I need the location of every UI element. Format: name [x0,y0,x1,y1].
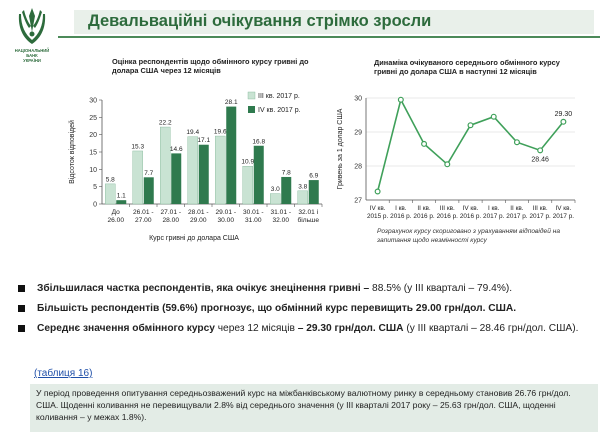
bar-chart-title: Оцінка респондентів щодо обмінного курсу гривні до долара США через 12 місяців [112,57,309,75]
line-point [422,142,427,147]
bar-q4 [226,107,236,204]
footnote-box: У період проведення опитування середньозважений курс на міжбанківському валютному ринку в середньому становив 26.76 грн/дол. США. Щоденні коливання не перевищували 2.8% від середнього значення (у III кварталі 2017 року – 25.63 грн/дол. США, щоденні коливання – у межах 1.8%). [30,384,598,432]
line-point [445,162,450,167]
bar-q4 [309,180,319,204]
line-x-tick-label: IV кв. [555,205,572,212]
line-x-tick-label: I кв. [487,205,500,212]
bar-x-tick-label: 31.01 - [270,209,292,216]
legend-label: IV кв. 2017 р. [258,107,301,114]
bullet-item: Середнє значення обмінного курсу через 12 місяців – 29.30 грн/дол. США (у III кварталі – 28.46 грн/дол. США). [16,322,592,335]
line-point [561,119,566,124]
bar-x-tick-label: 28.00 [162,217,180,224]
line-point [491,114,496,119]
bar-data-label: 1.1 [116,192,126,200]
line-chart [330,88,580,228]
bar-x-tick-label: 30.01 - [242,209,264,216]
bar-data-label: 7.8 [281,169,291,177]
bar-q3 [160,127,170,204]
line-x-tick-label: 2016 р. [436,213,458,220]
bar-x-tick-label: 28.01 - [187,209,209,216]
line-x-tick-label: 2016 р. [413,213,435,220]
bar-x-tick-label: 26.00 [107,217,125,224]
legend-label: III кв. 2017 р. [258,93,300,100]
bar-q4 [144,177,154,204]
bar-y-tick-label: 5 [93,184,97,192]
bar-x-tick-label: До [111,209,120,216]
line-x-tick-label: IV кв. [462,205,479,212]
bar-data-label: 19.4 [186,129,200,137]
line-series [378,100,564,192]
line-point [468,123,473,128]
bar-x-tick-label: 29.01 - [215,209,237,216]
line-y-tick-label: 29 [354,129,362,137]
bar-q4 [254,146,264,204]
bullet-list [16,282,592,342]
bar-q3 [215,136,225,204]
divider [58,36,600,38]
bar-x-tick-label: 27.01 - [160,209,182,216]
bar-q3 [243,166,253,204]
bullet-item: Збільшилася частка респондентів, яка очікує знецінення гривні – 88.5% (у III кварталі – 79.4%). [16,282,592,295]
bar-x-tick-label: більше [297,217,319,224]
line-chart-note: Розрахунок курсу скориговано з урахуванням відповідей на запитання щодо незмінності курсу [377,228,561,244]
legend-swatch [248,106,255,113]
line-point [515,140,520,145]
bar-x-tick-label: 27.00 [134,217,152,224]
bar-q4 [199,145,209,204]
bar-q3 [270,194,280,204]
bar-data-label: 7.7 [144,169,154,177]
bar-x-tick-label: 26.01 - [132,209,154,216]
line-y-tick-label: 28 [354,163,362,171]
line-chart-title: Динаміка очікуваного середнього обмінного курсу гривні до долара США в наступні 12 місяців [374,58,560,76]
line-x-tick-label: 2016 р. [459,213,482,220]
line-y-axis-label: Гривень за 1 долар США [337,108,344,190]
line-data-label: 29.30 [554,110,573,118]
bar-data-label: 3.0 [270,186,280,194]
nbu-emblem-icon [13,4,51,46]
bar-y-tick-label: 0 [93,201,97,209]
bar-data-label: 22.2 [158,119,172,127]
bar-data-label: 3.8 [298,183,308,191]
line-point [375,189,380,194]
bar-y-tick-label: 15 [89,149,97,157]
bar-data-label: 15.3 [131,143,145,151]
bar-data-label: 6.9 [309,172,319,180]
line-x-tick-label: II кв. [510,205,524,212]
bar-y-tick-label: 25 [89,114,97,122]
bar-x-tick-label: 32.01 і [298,209,319,216]
line-x-tick-label: II кв. [417,205,431,212]
line-x-tick-label: 2015 р. [366,213,389,220]
bar-x-tick-label: 29.00 [189,217,207,224]
bar-data-label: 16.8 [252,138,266,146]
line-point [538,148,543,153]
line-x-tick-label: 2017 р. [529,213,551,220]
bar-data-label: 5.8 [105,176,115,184]
bar-q4 [171,153,181,204]
bar-q3 [188,137,198,204]
line-x-tick-label: IV кв. [369,205,386,212]
line-data-label: 28.46 [531,156,549,164]
line-y-tick-label: 27 [354,197,362,205]
bar-x-tick-label: 32.00 [272,217,290,224]
line-x-tick-label: 2017 р. [552,213,575,220]
line-x-tick-label: III кв. [532,205,548,212]
bar-data-label: 28.1 [224,99,238,107]
bar-data-label: 14.6 [169,145,183,153]
bar-q4 [281,177,291,204]
legend-swatch [248,92,255,99]
bar-chart [62,84,362,284]
line-x-tick-label: 2017 р. [506,213,528,220]
page-title: Девальваційні очікування стрімко зросли [88,12,432,30]
line-x-tick-label: 2016 р. [390,213,412,220]
bullet-item: Більшість респондентів (59.6%) прогнозує, що обмінний курс перевищить 29.00 грн/дол. США. [16,302,592,315]
bar-y-tick-label: 10 [89,166,97,174]
bar-y-tick-label: 20 [89,132,97,140]
table-link[interactable]: (таблиця 16) [34,368,93,379]
logo [4,4,60,64]
line-y-tick-label: 30 [354,95,362,103]
bar-q4 [116,200,126,204]
line-x-tick-label: I кв. [395,205,407,212]
bar-y-axis-label: Відсоток відповідей [69,120,76,184]
bar-q3 [105,184,115,204]
bar-q3 [133,151,143,204]
bar-x-axis-label: Курс гривні до долара США [149,235,239,242]
bar-data-label: 17.1 [197,137,211,145]
bar-data-label: 19.6 [213,128,227,136]
bar-data-label: 10.9 [241,158,255,166]
bar-x-tick-label: 31.00 [244,217,262,224]
bullet-square-icon [18,325,25,332]
bar-q3 [298,191,308,204]
bullet-square-icon [18,285,25,292]
line-x-tick-label: III кв. [439,205,455,212]
line-x-tick-label: 2017 р. [483,213,505,220]
bar-y-tick-label: 30 [89,97,97,105]
line-point [398,97,403,102]
logo-text: НАЦІОНАЛЬНИЙ БАНК УКРАЇНИ [14,48,50,64]
bar-x-tick-label: 30.00 [217,217,235,224]
bullet-square-icon [18,305,25,312]
